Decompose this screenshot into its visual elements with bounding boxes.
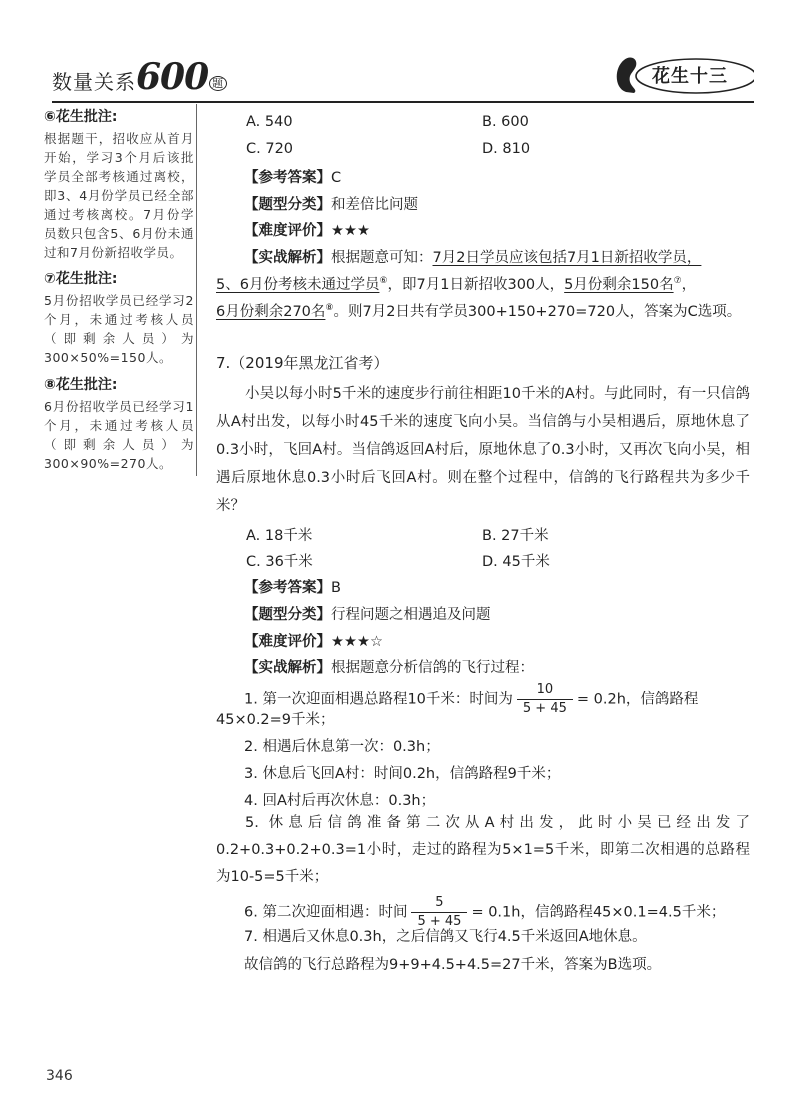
book-title-suffix: 题 — [209, 76, 227, 91]
note-ref: ⑧ — [325, 303, 334, 314]
note-text: 根据题干，招收应从首月开始，学习3个月后该批学员全部考核通过离校，即3、4月份学员已经全部通过考核离校。7月份学员数只包含5、6月份未通过和7月份新招收学员。 — [44, 131, 194, 260]
analysis-underlined: 5月份剩余150名 — [564, 277, 674, 293]
analysis-text: 根据题意可知： — [331, 250, 433, 266]
fraction — [517, 681, 573, 718]
answer-value: C — [331, 170, 342, 186]
sidebar-note-8 — [44, 376, 194, 473]
sidebar-divider — [196, 104, 197, 476]
step-text: 1. 第一次迎面相遇总路程10千米：时间为 — [244, 691, 513, 708]
q7-option-a: A. 18千米 — [246, 528, 313, 544]
type-label: 【题型分类】 — [244, 607, 331, 623]
q6-option-b: B. 600 — [482, 114, 529, 130]
q7-heading: 7.（2019年黑龙江省考） — [216, 354, 389, 372]
book-title — [52, 56, 227, 98]
note-ref: ⑥ — [379, 276, 388, 287]
difficulty-label: 【难度评价】 — [244, 634, 331, 650]
q7-step-4: 4. 回A村后再次休息：0.3h； — [244, 793, 436, 809]
q7-option-c: C. 36千米 — [246, 554, 313, 570]
note-title: ⑥花生批注: — [44, 109, 118, 125]
fraction-denominator: 5 + 45 — [522, 701, 567, 716]
answer-value: B — [331, 580, 341, 596]
analysis-text: ，即7月1日新招收300人， — [387, 277, 565, 293]
sidebar-note-7 — [44, 270, 194, 367]
q7-answer — [244, 576, 341, 597]
q7-step-5: 5. 休息后信鸽准备第二次从A村出发，此时小吴已经出发了0.2+0.3+0.2+0.3=1小时，走过的路程为5×1=5千米，即第二次相遇的总路程为10-5=5千米； — [216, 815, 750, 885]
analysis-underlined: 7月2日学员应该包括7月1日新招收学员， — [432, 250, 702, 266]
note-title: ⑧花生批注: — [44, 377, 118, 393]
difficulty-label: 【难度评价】 — [244, 223, 331, 239]
q7-difficulty — [244, 630, 383, 651]
page-number: 346 — [46, 1068, 73, 1084]
step-text: = 0.1h，信鸽路程45×0.1=4.5千米； — [471, 904, 726, 921]
analysis-text: 。则7月2日共有学员300+150+270=720人，答案为C选项。 — [333, 304, 742, 320]
fraction-numerator: 10 — [517, 681, 573, 700]
book-title-prefix: 数量关系 — [52, 70, 136, 94]
q6-analysis-line-2 — [216, 273, 696, 294]
step-text: = 0.2h，信鸽路程 — [576, 691, 699, 708]
difficulty-stars: ★★★ — [331, 223, 370, 239]
q7-step-3: 3. 休息后飞回A村：时间0.2h，信鸽路程9千米； — [244, 766, 561, 782]
analysis-underlined: 5、6月份考核未通过学员 — [216, 277, 380, 293]
q7-step-2: 2. 相遇后休息第一次：0.3h； — [244, 739, 440, 755]
q6-option-d: D. 810 — [482, 141, 531, 157]
type-value: 和差倍比问题 — [331, 197, 418, 213]
answer-label: 【参考答案】 — [244, 170, 331, 186]
step-text: 6. 第二次迎面相遇：时间 — [244, 904, 408, 921]
analysis-text: ， — [681, 277, 697, 293]
note-text: 6月份招收学员已经学习1个月，未通过考核人员（即剩余人员）为300×90%=270人。 — [44, 399, 194, 471]
q6-type — [244, 193, 418, 214]
q6-option-c: C. 720 — [246, 141, 294, 157]
q6-option-a: A. 540 — [246, 114, 293, 130]
q7-step-7: 7. 相遇后又休息0.3h，之后信鸽又飞行4.5千米返回A地休息。 — [244, 929, 647, 945]
analysis-label: 【实战解析】 — [244, 660, 331, 676]
analysis-underlined: 6月份剩余270名 — [216, 304, 326, 320]
q7-step-1-cont: 45×0.2=9千米； — [216, 712, 335, 728]
logo-text: 花生十三 — [652, 66, 728, 87]
q6-analysis-line-1 — [244, 246, 701, 267]
fraction-denominator: 5 + 45 — [417, 914, 462, 929]
fraction-numerator: 5 — [411, 894, 467, 913]
note-title: ⑦花生批注: — [44, 271, 118, 287]
q6-analysis-line-3 — [216, 300, 741, 321]
q6-difficulty — [244, 219, 370, 240]
q6-answer — [244, 166, 341, 187]
q7-option-d: D. 45千米 — [482, 554, 550, 570]
type-value: 行程问题之相遇追及问题 — [331, 607, 491, 623]
book-title-number: 600 — [136, 56, 209, 98]
q7-option-b: B. 27千米 — [482, 528, 549, 544]
q7-analysis-intro — [244, 656, 534, 677]
analysis-label: 【实战解析】 — [244, 250, 331, 266]
header-rule — [52, 101, 754, 103]
q7-conclusion: 故信鸽的飞行总路程为9+9+4.5+4.5=27千米，答案为B选项。 — [244, 957, 662, 973]
answer-label: 【参考答案】 — [244, 580, 331, 596]
note-ref: ⑦ — [673, 276, 682, 287]
q7-stem: 小吴以每小时5千米的速度步行前往相距10千米的A村。与此同时，有一只信鸽从A村出发，以每小时45千米的速度飞向小吴。当信鸽与小吴相遇后，原地休息了0.3小时，飞回A村。当信鸽返回A村后，原地休息了0.3小时，又再次飞向小吴，相遇后原地休息0.3小时后飞回A村。则在整个过程中，信鸽的飞行路程共为多少千米？ — [216, 386, 750, 514]
note-text: 5月份招收学员已经学习2个月，未通过考核人员（即剩余人员）为300×50%=150人。 — [44, 293, 194, 365]
difficulty-stars: ★★★☆ — [331, 634, 383, 650]
q7-type — [244, 603, 491, 624]
sidebar-note-6 — [44, 108, 194, 262]
type-label: 【题型分类】 — [244, 197, 331, 213]
analysis-text: 根据题意分析信鸽的飞行过程： — [331, 660, 534, 676]
